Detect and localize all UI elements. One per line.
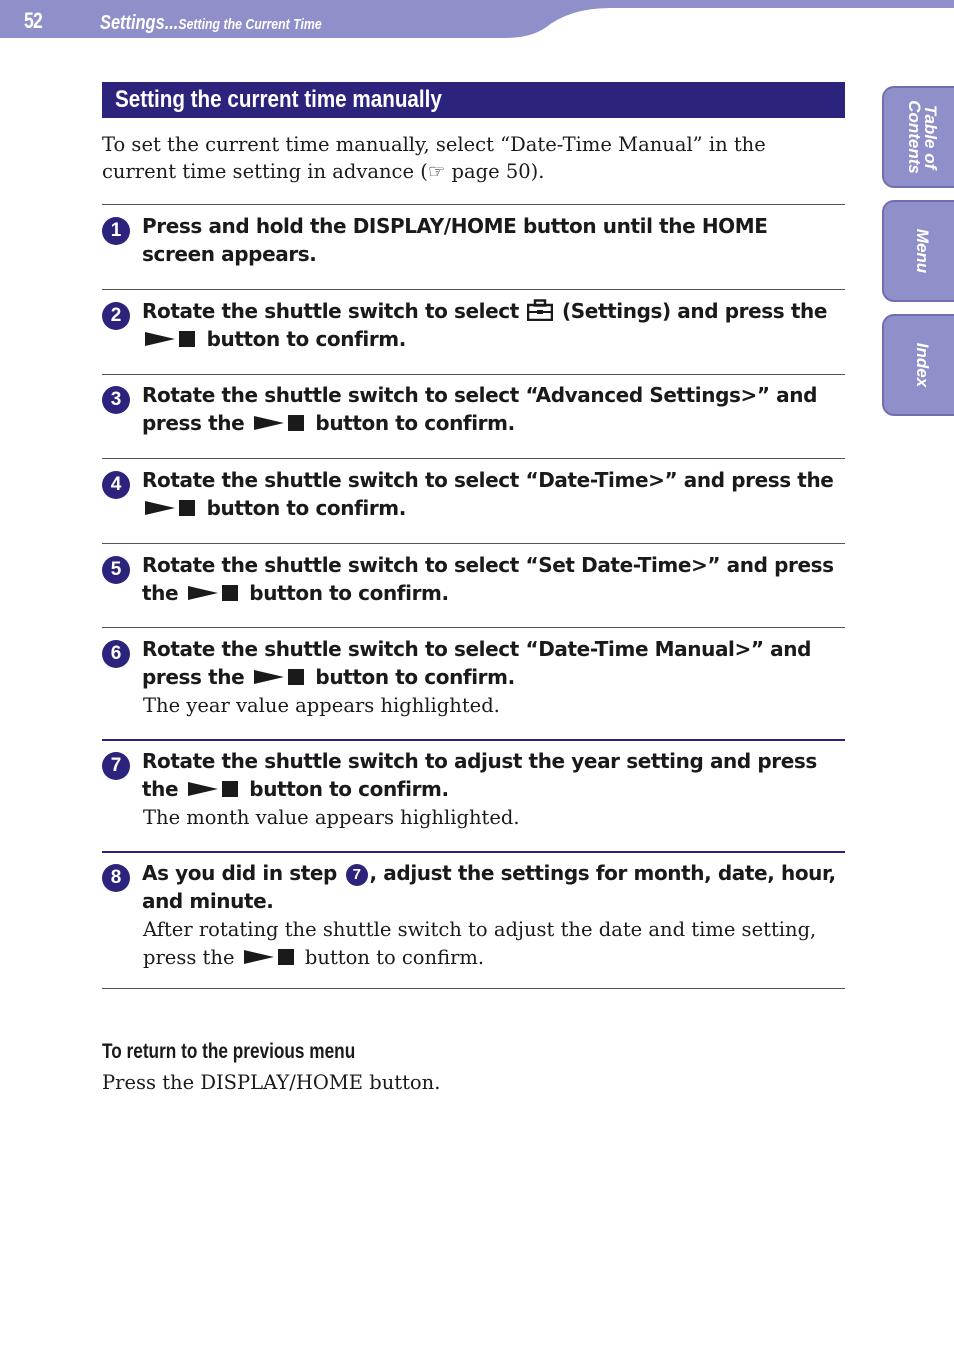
play-stop-button-icon [188,584,240,602]
step-number: 5 [102,556,130,584]
step-instruction-text: As you did in step [142,861,344,885]
tab-table-of-contents-label: Table of Contents [905,100,940,174]
section-title-bar [102,82,845,118]
step-note [143,916,845,972]
tab-menu[interactable] [882,200,954,302]
step-instruction-text: (Settings) and press the [555,299,827,323]
step-7 [102,747,845,832]
divider [102,204,845,205]
step-instruction-text: Rotate the shuttle switch to select “Date-Time Manual>” and press the [142,637,812,689]
settings-toolbox-icon [527,299,553,321]
step-4 [102,466,845,522]
tab-table-of-contents[interactable] [882,86,954,188]
page-number: 52 [24,8,42,33]
step-number: 7 [102,752,130,780]
step-instruction-text: , adjust the settings for month, date, hour, and minute. [142,861,836,913]
step-number: 6 [102,640,130,668]
play-stop-button-icon [254,668,306,686]
step-1 [102,212,845,268]
step-instruction [142,859,845,915]
step-instruction-text: button to confirm. [242,777,449,801]
step-number: 3 [102,386,130,414]
divider [102,374,845,375]
breadcrumb-subsection: Setting the Current Time [178,16,322,33]
step-note: The year value appears highlighted. [143,694,500,717]
section-title: Setting the current time manually [115,86,442,113]
step-instruction [142,635,845,691]
pointing-hand-icon: ☞ [427,160,446,183]
play-stop-button-icon [254,414,306,432]
step-note-text: button to confirm. [298,946,485,969]
intro-paragraph [102,131,822,185]
step-instruction [142,747,845,803]
tab-index-label: Index [913,342,932,388]
step-instruction [142,466,845,522]
step-instruction-text: button to confirm. [200,496,406,520]
step-8 [102,859,845,972]
divider [102,851,845,853]
step-note-text: After rotating the shuttle switch to adjust the date and time setting, press the [143,918,817,969]
step-instruction-text: button to confirm. [200,327,406,351]
step-instruction-text: Rotate the shuttle switch to adjust the year setting and press the [142,749,817,801]
step-number: 4 [102,471,130,499]
step-note: The month value appears highlighted. [143,806,520,829]
play-stop-button-icon [244,948,296,966]
play-stop-button-icon [145,499,197,517]
divider [102,543,845,544]
step-3 [102,381,845,437]
breadcrumb-section: Settings... [100,12,179,34]
step-instruction-text: button to confirm. [308,665,515,689]
tab-index[interactable] [882,314,954,416]
step-instruction-text: Rotate the shuttle switch to select [142,299,526,323]
divider [102,739,845,741]
step-instruction [142,297,845,353]
intro-text-before: To set the current time manually, select “Date-Time Manual” in the current time setting in advance ( [102,133,766,183]
step-5 [102,551,845,607]
divider [102,627,845,628]
step-2 [102,297,845,353]
return-text: Press the DISPLAY/HOME button. [102,1071,441,1094]
step-instruction [142,381,845,437]
page-header [0,0,954,40]
step-instruction-text: Rotate the shuttle switch to select “Date-Time>” and press the [142,468,834,492]
step-instruction-text: button to confirm. [242,581,449,605]
breadcrumb [100,12,322,35]
divider [102,458,845,459]
divider [102,988,845,989]
step-instruction-text: button to confirm. [308,411,515,435]
step-instruction-text: Rotate the shuttle switch to select “Advanced Settings>” and press the [142,383,818,435]
return-heading: To return to the previous menu [102,1040,356,1063]
step-instruction [142,551,845,607]
step-number: 8 [102,864,130,892]
intro-text-after: page 50). [445,160,545,183]
step-number: 2 [102,302,130,330]
step-instruction-text: Press and hold the DISPLAY/HOME button until the HOME screen appears. [142,214,768,266]
step-instruction [142,212,845,268]
play-stop-button-icon [188,780,240,798]
step-6 [102,635,845,720]
step-reference-badge: 7 [346,864,368,886]
tab-menu-label: Menu [913,228,932,274]
step-number: 1 [102,217,130,245]
play-stop-button-icon [145,330,197,348]
divider [102,289,845,290]
step-instruction-text: Rotate the shuttle switch to select “Set Date-Time>” and press the [142,553,834,605]
